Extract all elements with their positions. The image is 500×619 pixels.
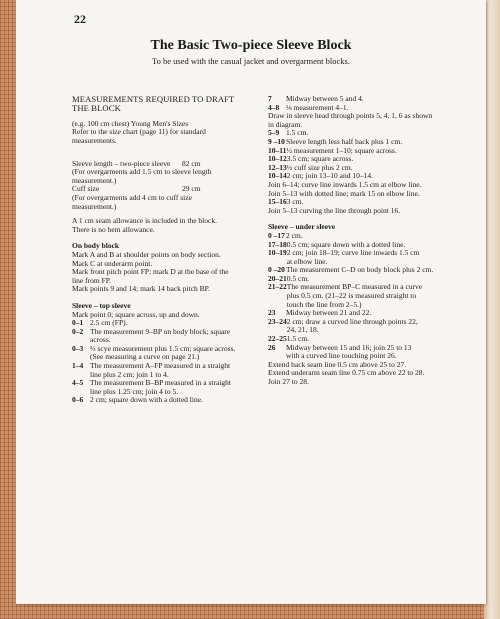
step-key: 17–18	[268, 239, 287, 249]
step-key: 4–8	[268, 102, 280, 112]
step-description: 3.5 cm; square across.	[286, 154, 354, 164]
measurement-values: Sleeve length – two-piece sleeve 82 cm (For overgarments add 1.5 cm to sleeve length measurement.) Cuff size 29 cm (For overgarments add 4 cm to cuff size measurement.)	[72, 160, 270, 212]
body-block-section: On body block Mark A and B at shoulder points on body section. Mark C at underarm point. Mark front pitch point FP; mark D at the base of the line from FP. Mark points 9 and 14; mark 14 back pitch BP.	[72, 242, 270, 294]
step-description: Midway between 5 and 4.	[286, 94, 364, 103]
step-description: Midway between 21 and 22.	[286, 308, 372, 318]
section-title: Sleeve – top sleeve	[72, 300, 131, 310]
step-key: 9 –10	[268, 136, 285, 146]
step-description: The measurement C–D on body block plus 2 cm.	[286, 265, 434, 275]
intro-text: (e.g. 100 cm chest) Young Men's Sizes Refer to the size chart (page 11) for standard measurements.	[72, 118, 206, 145]
step-key: 26	[268, 342, 276, 352]
instruction-row	[72, 328, 270, 345]
sleeve-length-row: Sleeve length – two-piece sleeve 82 cm	[72, 158, 201, 168]
step-description: Sleeve length less half back plus 1 cm.	[286, 136, 403, 146]
step-description: The measurement BP–C measured in a curve plus 0.5 cm. (21–22 is measured straight to touch the line from 2–5.)	[286, 282, 423, 309]
step-key: 0–2	[72, 326, 84, 336]
page-title: The Basic Two-piece Sleeve Block	[150, 38, 352, 53]
step-key: 4–5	[72, 378, 84, 388]
left-column	[72, 95, 270, 413]
step-key: 0 –17	[268, 230, 285, 240]
instruction-row	[268, 344, 464, 361]
step-description: The measurement A–FP measured in a straight line plus 2 cm; join 1 to 4.	[90, 361, 231, 379]
step-description: 1.5 cm.	[286, 128, 309, 138]
instruction-row	[72, 362, 270, 379]
page-subtitle: To be used with the casual jacket and overgarment blocks.	[152, 56, 350, 66]
step-key: 0 –20	[268, 265, 285, 275]
step-description: Midway between 15 and 16; join 25 to 13 with a curved line touching point 26.	[286, 342, 412, 361]
step-key: 10–19	[268, 248, 287, 258]
step-description: The measurement 9–BP on body block; square across.	[90, 326, 231, 345]
step-description: 2 cm; square down with a dotted line.	[90, 395, 203, 405]
step-key: 21–22	[268, 282, 287, 292]
step-key: 10–11	[268, 145, 287, 155]
step-key: 7	[268, 94, 272, 103]
step-key: 23	[268, 308, 276, 318]
step-key: 5–9	[268, 128, 280, 138]
section-title: Sleeve – under sleeve	[268, 222, 336, 232]
step-key: 22–25	[268, 334, 287, 344]
page-number: 22	[74, 12, 86, 26]
step-description: ½ cuff size plus 2 cm.	[286, 162, 353, 172]
step-description: ½ measurement 1–10; square across.	[286, 145, 397, 155]
under-sleeve-section: Sleeve – under sleeve 0 –17 2 cm. 17–18 0.5 cm; square down with a dotted line. 10–19 2 cm; join 18–19; curve line inwards 1.5 cm at elbow line. 0 –20 The measurement C–D on body block plus 2 cm. 20–21 0.5 cm. 21–22 The measurement BP–C measured in a curve plus 0.5 cm. (21–22 is measured straight to touch the line from 2–5.) 23 Midway between 21 and 22. 23–24 2 cm; draw a curved line through points 22, 24, 21, 18. 22–25 1.5 cm. 26 Midway between 15 and 16; join 25 to 13 with a curved line touching point 26. Extend back seam line 0.5 cm above 25 to 27. Extend underarm seam line 0.75 cm above 22 to 28. Join 27 to 28.	[268, 223, 464, 386]
step-description: 2 cm.	[286, 230, 303, 240]
step-description: 2.5 cm (FP).	[90, 318, 128, 328]
step-key: 10–14	[268, 171, 287, 181]
instruction-row	[72, 345, 270, 362]
seam-allowance-text: A 1 cm seam allowance is included in the block. There is no hem allowance.	[72, 216, 217, 234]
step-key: 15–16	[268, 197, 287, 207]
step-key: 0–1	[72, 318, 84, 328]
step-key: 20–21	[268, 273, 287, 283]
step-description: ⅛ measurement 4–1.	[286, 102, 349, 112]
step-description: 3 cm.	[286, 197, 304, 207]
top-sleeve-section: Sleeve – top sleeve Mark point 0; square across, up and down. 0–1 2.5 cm (FP). 0–2 The measurement 9–BP on body block; square across. 0–3 ⅓ scye measurement plus 1.5 cm; square across. (See measuring a curve on page 21.) 1–4 The measurement A–FP measured in a straight line plus 2 cm; join 1 to 4. 4–5 The measurement B–BP measured in a straight line plus 1.25 cm; join 4 to 5. 0–6 2 cm; square down with a dotted line.	[72, 302, 270, 405]
step-description: 2 cm; join 18–19; curve line inwards 1.5 cm at elbow line.	[286, 248, 420, 266]
cuff-size-row: Cuff size 29 cm	[72, 184, 201, 194]
book-page	[16, 0, 486, 604]
instruction-row	[268, 318, 464, 335]
instruction-row	[72, 396, 270, 405]
instruction-row	[268, 283, 464, 309]
step-description: The measurement B–BP measured in a straight line plus 1.25 cm; join 4 to 5.	[90, 378, 231, 396]
step-key: 12–13	[268, 162, 287, 172]
instruction-row	[268, 249, 464, 266]
step-key: 0–6	[72, 395, 84, 405]
right-column: 7 Midway between 5 and 4. 4–8 ⅛ measurement 4–1. Draw in sleeve head through points 5, 4, 1, 6 as shown in diagram. 5–9 1.5 cm. 9 –10 Sleeve length less half back plus 1 cm. 10–11 ½ measurement 1–10; square across. 10–12 3.5 cm; square across. 12–13 ½ cuff size plus 2 cm. 10–14 2 cm; join 13–10 and 10–14. Join 6–14; curve line inwards 1.5 cm at elbow line. Join 5–13 with dotted line; mark 15 on elbow line. 15–16 3 cm. Join 5–13 curving the line through point 16. Sleeve – under sleeve 0 –17 2 cm. 17–18 0.5 cm; square down with a dotted line. 10–19 2 cm; join 18–19; curve line inwards 1.5 cm at elbow line. 0 –20 The measurement C–D on body block plus 2 cm. 20–21 0.5 cm. 21–22 The measurement BP–C measured in a curve plus 0.5 cm. (21–22 is measured straight to touch the line from 2–5.) 23 Midway between 21 and 22. 23–24 2 cm; draw a curved line through points 22, 24, 21, 18. 22–25 1.5 cm. 26 Midway between 15 and 16; join 25 to 13 with a curved line touching point 26. Extend back seam line 0.5 cm above 25 to 27. Extend underarm seam line 0.75 cm above 22 to 28. Join 27 to 28.	[268, 95, 464, 395]
step-key: 1–4	[72, 361, 84, 371]
instruction-row	[72, 379, 270, 396]
step-key: 10–12	[268, 154, 287, 164]
step-description: ⅓ scye measurement plus 1.5 cm; square across. (See measuring a curve on page 21.)	[90, 343, 236, 362]
step-description: 0.5 cm.	[286, 273, 310, 283]
step-key: 23–24	[268, 316, 287, 326]
step-key: 0–3	[72, 343, 84, 353]
book-edge	[484, 0, 500, 619]
step-description: 1.5 cm.	[286, 334, 310, 344]
measurements-heading: MEASUREMENTS REQUIRED TO DRAFT THE BLOCK	[72, 94, 235, 114]
section-title: On body block	[72, 241, 120, 251]
step-description: 2 cm; draw a curved line through points 22, 24, 21, 18.	[286, 316, 418, 335]
step-description: 0.5 cm; square down with a dotted line.	[286, 239, 406, 249]
step-description: 2 cm; join 13–10 and 10–14.	[286, 171, 373, 181]
